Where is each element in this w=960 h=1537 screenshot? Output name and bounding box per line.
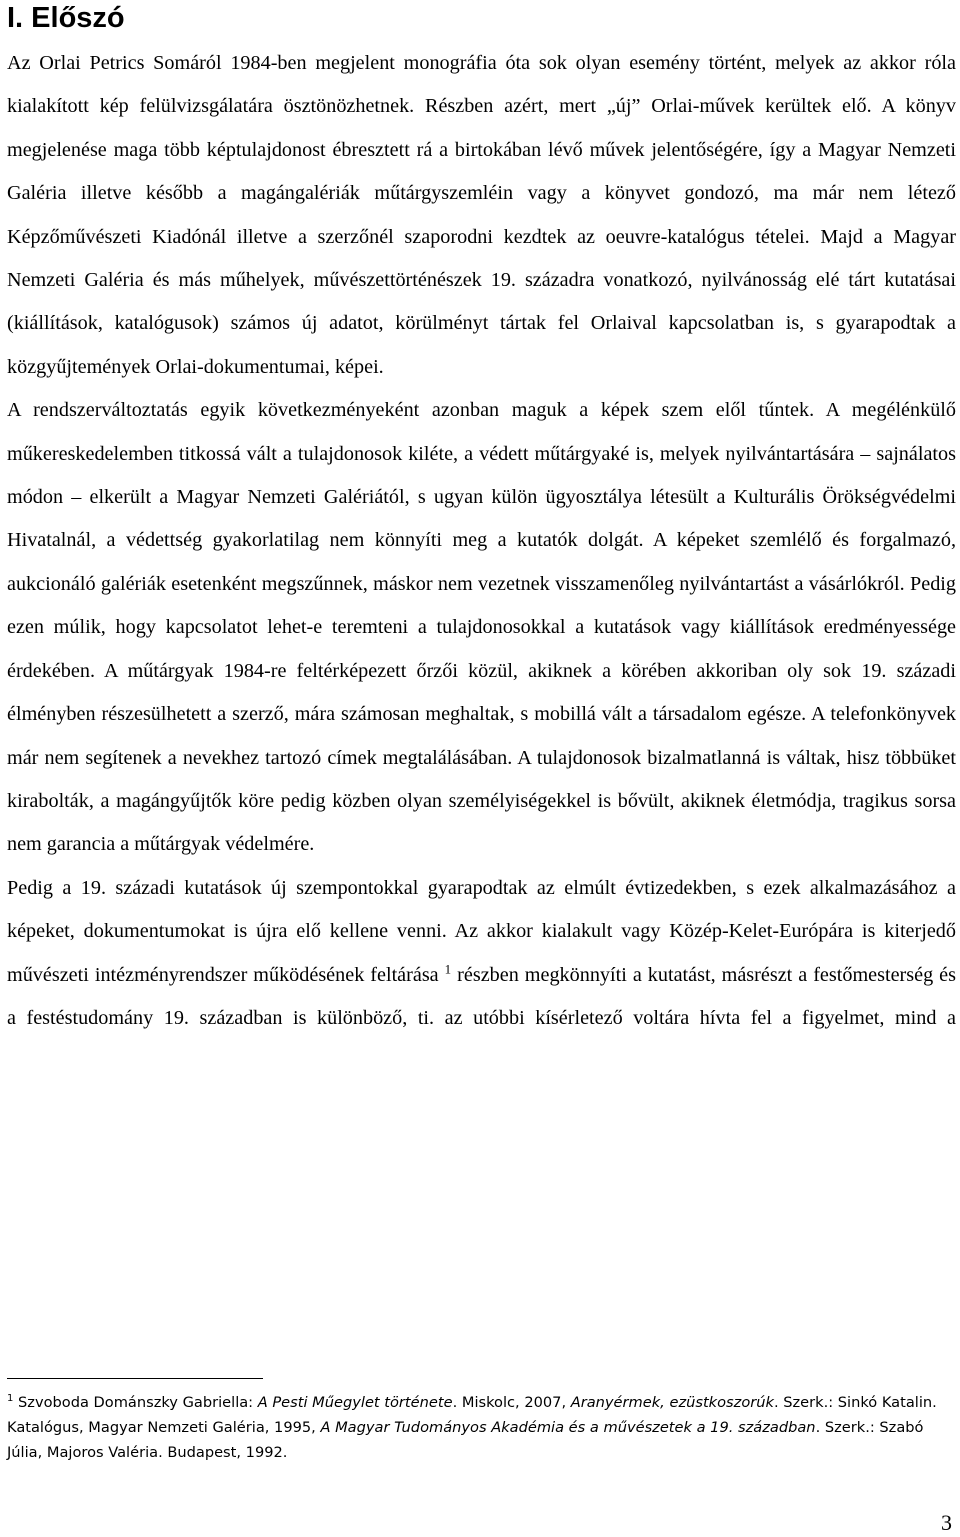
page-number: 3 bbox=[941, 1510, 952, 1535]
footnote-separator bbox=[7, 1378, 263, 1379]
footnote-title-1: A Pesti Műegylet története bbox=[257, 1394, 453, 1411]
footnote-mark: 1 bbox=[7, 1393, 14, 1405]
body-text bbox=[7, 42, 956, 1040]
footnote bbox=[7, 1390, 947, 1465]
paragraph-1: Az Orlai Petrics Somáról 1984-ben megjelent monográfia óta sok olyan esemény történt, melyek az akkor róla kialakított kép felülvizsgálatára ösztönözhetnek. Részben azért, mert „új” Orlai-művek kerültek elő. A könyv megjelenése maga több képtulajdonost ébresztett rá a birtokában lévő művek jelentőségére, így a Magyar Nemzeti Galéria illetve később a magángalériák műtárgyszemléin vagy a könyvet gondozó, ma már nem létező Képzőművészeti Kiadónál illetve a szerzőnél szaporodni kezdtek az oeuvre-katalógus tételei. Majd a Magyar Nemzeti Galéria és más műhelyek, művészettörténészek 19. századra vonatkozó, nyilvánosság elé tárt kutatásai (kiállítások, katalógusok) számos új adatot, körülményt tártak fel Orlaival kapcsolatban is, s gyarapodtak a közgyűjtemények Orlai-dokumentumai, képei. bbox=[7, 52, 956, 378]
paragraph-3 bbox=[7, 867, 956, 1041]
paragraph-3-text-end: részben megkönnyíti a kutatást, másrészt a festőmesterség és a festéstudomány 19. században is különböző, ti. az utóbbi kísérletező voltára hívta fel a figyelmet, mind a bbox=[7, 963, 956, 1029]
paragraph-2: A rendszerváltoztatás egyik következményeként azonban maguk a képek szem elől tűntek. A megélénkülő műkereskedelemben titkossá vált a tulajdonosok kiléte, a védett műtárgyaké is, melyek nyilvántartására – sajnálatos módon – elkerült a Magyar Nemzeti Galériától, s ugyan külön ügyosztálya létesült a Kulturális Örökségvédelmi Hivatalnál, a védettség gyakorlatilag nem könnyíti meg a kutatók dolgát. A képeket szemlélő és forgalmazó, aukcionáló galériák esetenként megszűnnek, máskor nem vezetnek visszamenőleg nyilvántartást a vásárlókról. Pedig ezen múlik, hogy kapcsolatot lehet-e teremteni a tulajdonosokkal a kutatások vagy kiállítások eredményessége érdekében. A műtárgyak 1984-re feltérképezett őrzői közül, akiknek a körében akkoriban oly sok 19. századi élményben részesülhetett a szerző, mára számosan meghaltak, s mobillá vált a társadalom egésze. A telefonkönyvek már nem segítenek a nevekhez tartozó címek megtalálásában. A tulajdonosok bizalmatlanná is váltak, hisz többüket kirabolták, a magángyűjtők köre pedig közben olyan személyiségekkel is bővült, akiknek életmódja, tragikus sorsa nem garancia a műtárgyak védelmére. bbox=[7, 399, 956, 856]
footnote-text-1: Szvoboda Dománszky Gabriella: bbox=[13, 1394, 258, 1411]
paragraph-3-text-start: Pedig a 19. századi kutatások új szempontokkal gyarapodtak az elmúlt évtizedekben, s ezek alkalmazásához a képeket, dokumentumokat is újra elő kellene venni. Az akkor kialakult vagy Közép-Kelet-Európára is kiterjedő művészeti intézményrendszer működésének feltárása bbox=[7, 876, 956, 986]
footnote-text-2: . Miskolc, 2007, bbox=[452, 1394, 571, 1411]
footnote-reference[interactable]: 1 bbox=[444, 960, 452, 976]
chapter-heading: I. Előszó bbox=[7, 2, 125, 34]
footnote-text-3: . Szerk.: Sinkó Katalin. Katalógus, Magyar Nemzeti Galéria, 1995, bbox=[7, 1394, 937, 1436]
footnote-text-4: . Szerk.: Szabó Júlia, Majoros Valéria. Budapest, 1992. bbox=[7, 1419, 924, 1461]
footnote-title-3: A Magyar Tudományos Akadémia és a művészetek a 19. században bbox=[320, 1419, 816, 1436]
footnote-title-2: Aranyérmek, ezüstkoszorúk bbox=[570, 1394, 774, 1411]
